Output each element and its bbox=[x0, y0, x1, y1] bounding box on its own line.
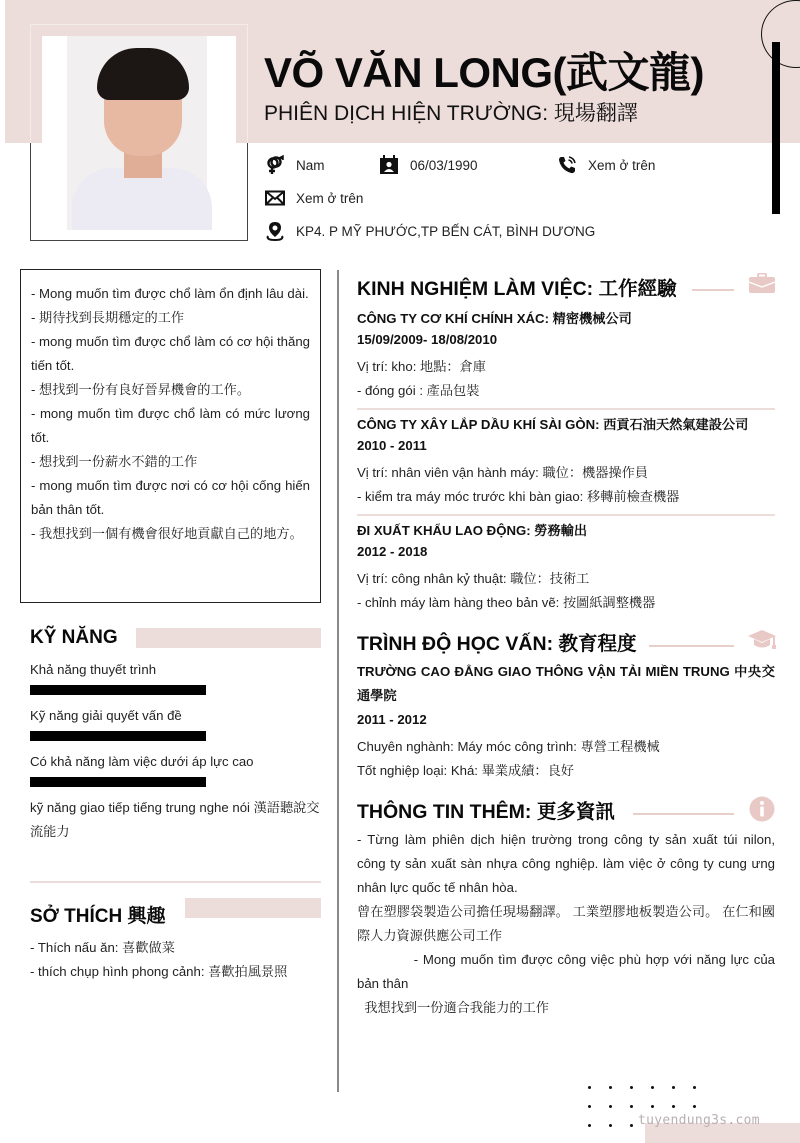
contact-address bbox=[265, 221, 595, 241]
email-icon bbox=[265, 188, 285, 208]
job-company: ĐI XUẤT KHẨU LAO ĐỘNG: 勞務輸出 bbox=[357, 523, 588, 538]
gender-value: Nam bbox=[296, 157, 325, 173]
phone-icon bbox=[557, 155, 577, 175]
decorative-bar bbox=[772, 42, 780, 214]
job-period: 2010 - 2011 bbox=[357, 438, 427, 453]
additional-info-text: 曾在塑膠袋製造公司擔任現場翻譯。 工業塑膠地板製造公司。 在仁和國際人力資源供應公司工作 bbox=[357, 904, 775, 943]
briefcase-icon bbox=[749, 273, 775, 298]
experience-heading: KINH NGHIỆM LÀM VIỆC: 工作經驗 bbox=[357, 278, 677, 300]
column-divider bbox=[337, 270, 339, 1092]
additional-info-text: - Mong muốn tìm được công việc phù hợp với năng lực của bản thân bbox=[357, 952, 779, 991]
job-duty: - kiểm tra máy móc trước khi bàn giao: 移轉前檢查機器 bbox=[357, 489, 680, 504]
hobbies-heading: SỞ THÍCH 興趣 bbox=[30, 906, 166, 927]
additional-info-text: - Từng làm phiên dịch hiện trường trong công ty sản xuất túi nilon, công ty sản xuất sàn nhựa công nghiệp. làm việc ở công ty cung ưng nhân lực quốc tế nhân hòa. bbox=[357, 832, 775, 895]
job-company: CÔNG TY CƠ KHÍ CHÍNH XÁC: 精密機械公司 bbox=[357, 311, 632, 326]
gender-icon bbox=[265, 155, 285, 175]
education-major: Chuyên nghành: Máy móc công trình: 專營工程機械 bbox=[357, 739, 660, 754]
contact-email bbox=[265, 188, 363, 208]
job-position: Vị trí: công nhân kỷ thuật: 職位：技術工 bbox=[357, 571, 590, 586]
contact-gender bbox=[265, 155, 325, 175]
job-duty: - đóng gói : 產品包裝 bbox=[357, 383, 480, 398]
hobby-item: - thích chụp hình phong cảnh: 喜歡拍風景照 bbox=[30, 964, 288, 979]
section-divider bbox=[30, 881, 321, 883]
school-name: TRƯỜNG CAO ĐẲNG GIAO THÔNG VẬN TẢI MIỀN TRUNG 中央交通學院 bbox=[357, 664, 775, 703]
contact-birthday bbox=[379, 155, 478, 175]
graduation-cap-icon bbox=[748, 630, 776, 655]
candidate-name: VÕ VĂN LONG(武文龍) bbox=[264, 49, 704, 96]
objective-line: - 想找到一份有良好晉昇機會的工作。 bbox=[31, 382, 251, 397]
address-value: KP4. P MỸ PHƯỚC,TP BẾN CÁT, BÌNH DƯƠNG bbox=[296, 223, 596, 239]
job-position: Vị trí: kho: 地點：倉庫 bbox=[357, 359, 486, 374]
skills-heading-bar bbox=[136, 628, 321, 648]
skill-level-bar bbox=[30, 685, 206, 695]
skill-label: Khả năng thuyết trình bbox=[30, 662, 157, 677]
heading-line bbox=[633, 813, 734, 815]
info-icon bbox=[749, 796, 775, 827]
objective-line: - 想找到一份薪水不錯的工作 bbox=[31, 454, 198, 469]
job-period: 2012 - 2018 bbox=[357, 544, 428, 559]
hobbies-heading-bar bbox=[185, 898, 321, 918]
skill-level-bar bbox=[30, 731, 206, 741]
skill-label: Có khả năng làm việc dưới áp lực cao bbox=[30, 754, 254, 769]
heading-line bbox=[649, 645, 734, 647]
job-period: 15/09/2009- 18/08/2010 bbox=[357, 332, 498, 347]
job-title: PHIÊN DỊCH HIỆN TRƯỜNG: 現場翻譯 bbox=[264, 102, 638, 125]
watermark: tuyendung3s.com bbox=[638, 1113, 760, 1128]
calendar-icon bbox=[379, 155, 399, 175]
heading-line bbox=[692, 289, 734, 291]
skill-level-bar bbox=[30, 777, 206, 787]
hobby-item: - Thích nấu ăn: 喜歡做菜 bbox=[30, 940, 175, 955]
job-duty: - chỉnh máy làm hàng theo bản vẽ: 按圖紙調整機器 bbox=[357, 595, 656, 610]
skills-heading: KỸ NĂNG bbox=[30, 627, 118, 648]
additional-info-heading: THÔNG TIN THÊM: 更多資訊 bbox=[357, 801, 615, 823]
education-period: 2011 - 2012 bbox=[357, 712, 427, 727]
objective-line: - mong muốn tìm được chổ làm có cơ hội thăng tiến tốt. bbox=[31, 334, 311, 373]
profile-photo bbox=[42, 36, 236, 230]
objective-line: - Mong muốn tìm được chổ làm ổn định lâu dài. bbox=[31, 286, 309, 301]
location-pin-icon bbox=[265, 221, 285, 241]
contact-phone bbox=[557, 155, 655, 175]
job-divider bbox=[357, 408, 775, 410]
objective-line: - mong muốn tìm được chổ làm có mức lương tốt. bbox=[31, 406, 310, 445]
email-value: Xem ở trên bbox=[296, 190, 364, 206]
career-objective-box bbox=[20, 269, 321, 603]
education-grade: Tốt nghiệp loại: Khá: 畢業成績：良好 bbox=[357, 763, 574, 778]
objective-line: - mong muốn tìm được nơi có cơ hội cống hiến bản thân tốt. bbox=[31, 478, 310, 517]
skill-label: Kỹ năng giải quyết vấn đề bbox=[30, 708, 182, 723]
objective-line: - 期待找到長期穩定的工作 bbox=[31, 310, 185, 325]
education-heading: TRÌNH ĐỘ HỌC VẤN: 教育程度 bbox=[357, 633, 637, 655]
objective-line: - 我想找到一個有機會很好地貢獻自己的地方。 bbox=[31, 526, 303, 541]
skill-label: kỹ năng giao tiếp tiếng trung nghe nói 漢語聽說交流能力 bbox=[30, 800, 320, 839]
phone-value: Xem ở trên bbox=[588, 157, 656, 173]
additional-info-text: 我想找到一份適合我能力的工作 bbox=[357, 1000, 549, 1015]
job-position: Vị trí: nhân viên vận hành máy: 職位：機器操作員 bbox=[357, 465, 648, 480]
job-company: CÔNG TY XÂY LẮP DẦU KHÍ SÀI GÒN: 西貢石油天然氣建設公司 bbox=[357, 417, 749, 432]
birthday-value: 06/03/1990 bbox=[410, 157, 478, 173]
job-divider bbox=[357, 514, 775, 516]
